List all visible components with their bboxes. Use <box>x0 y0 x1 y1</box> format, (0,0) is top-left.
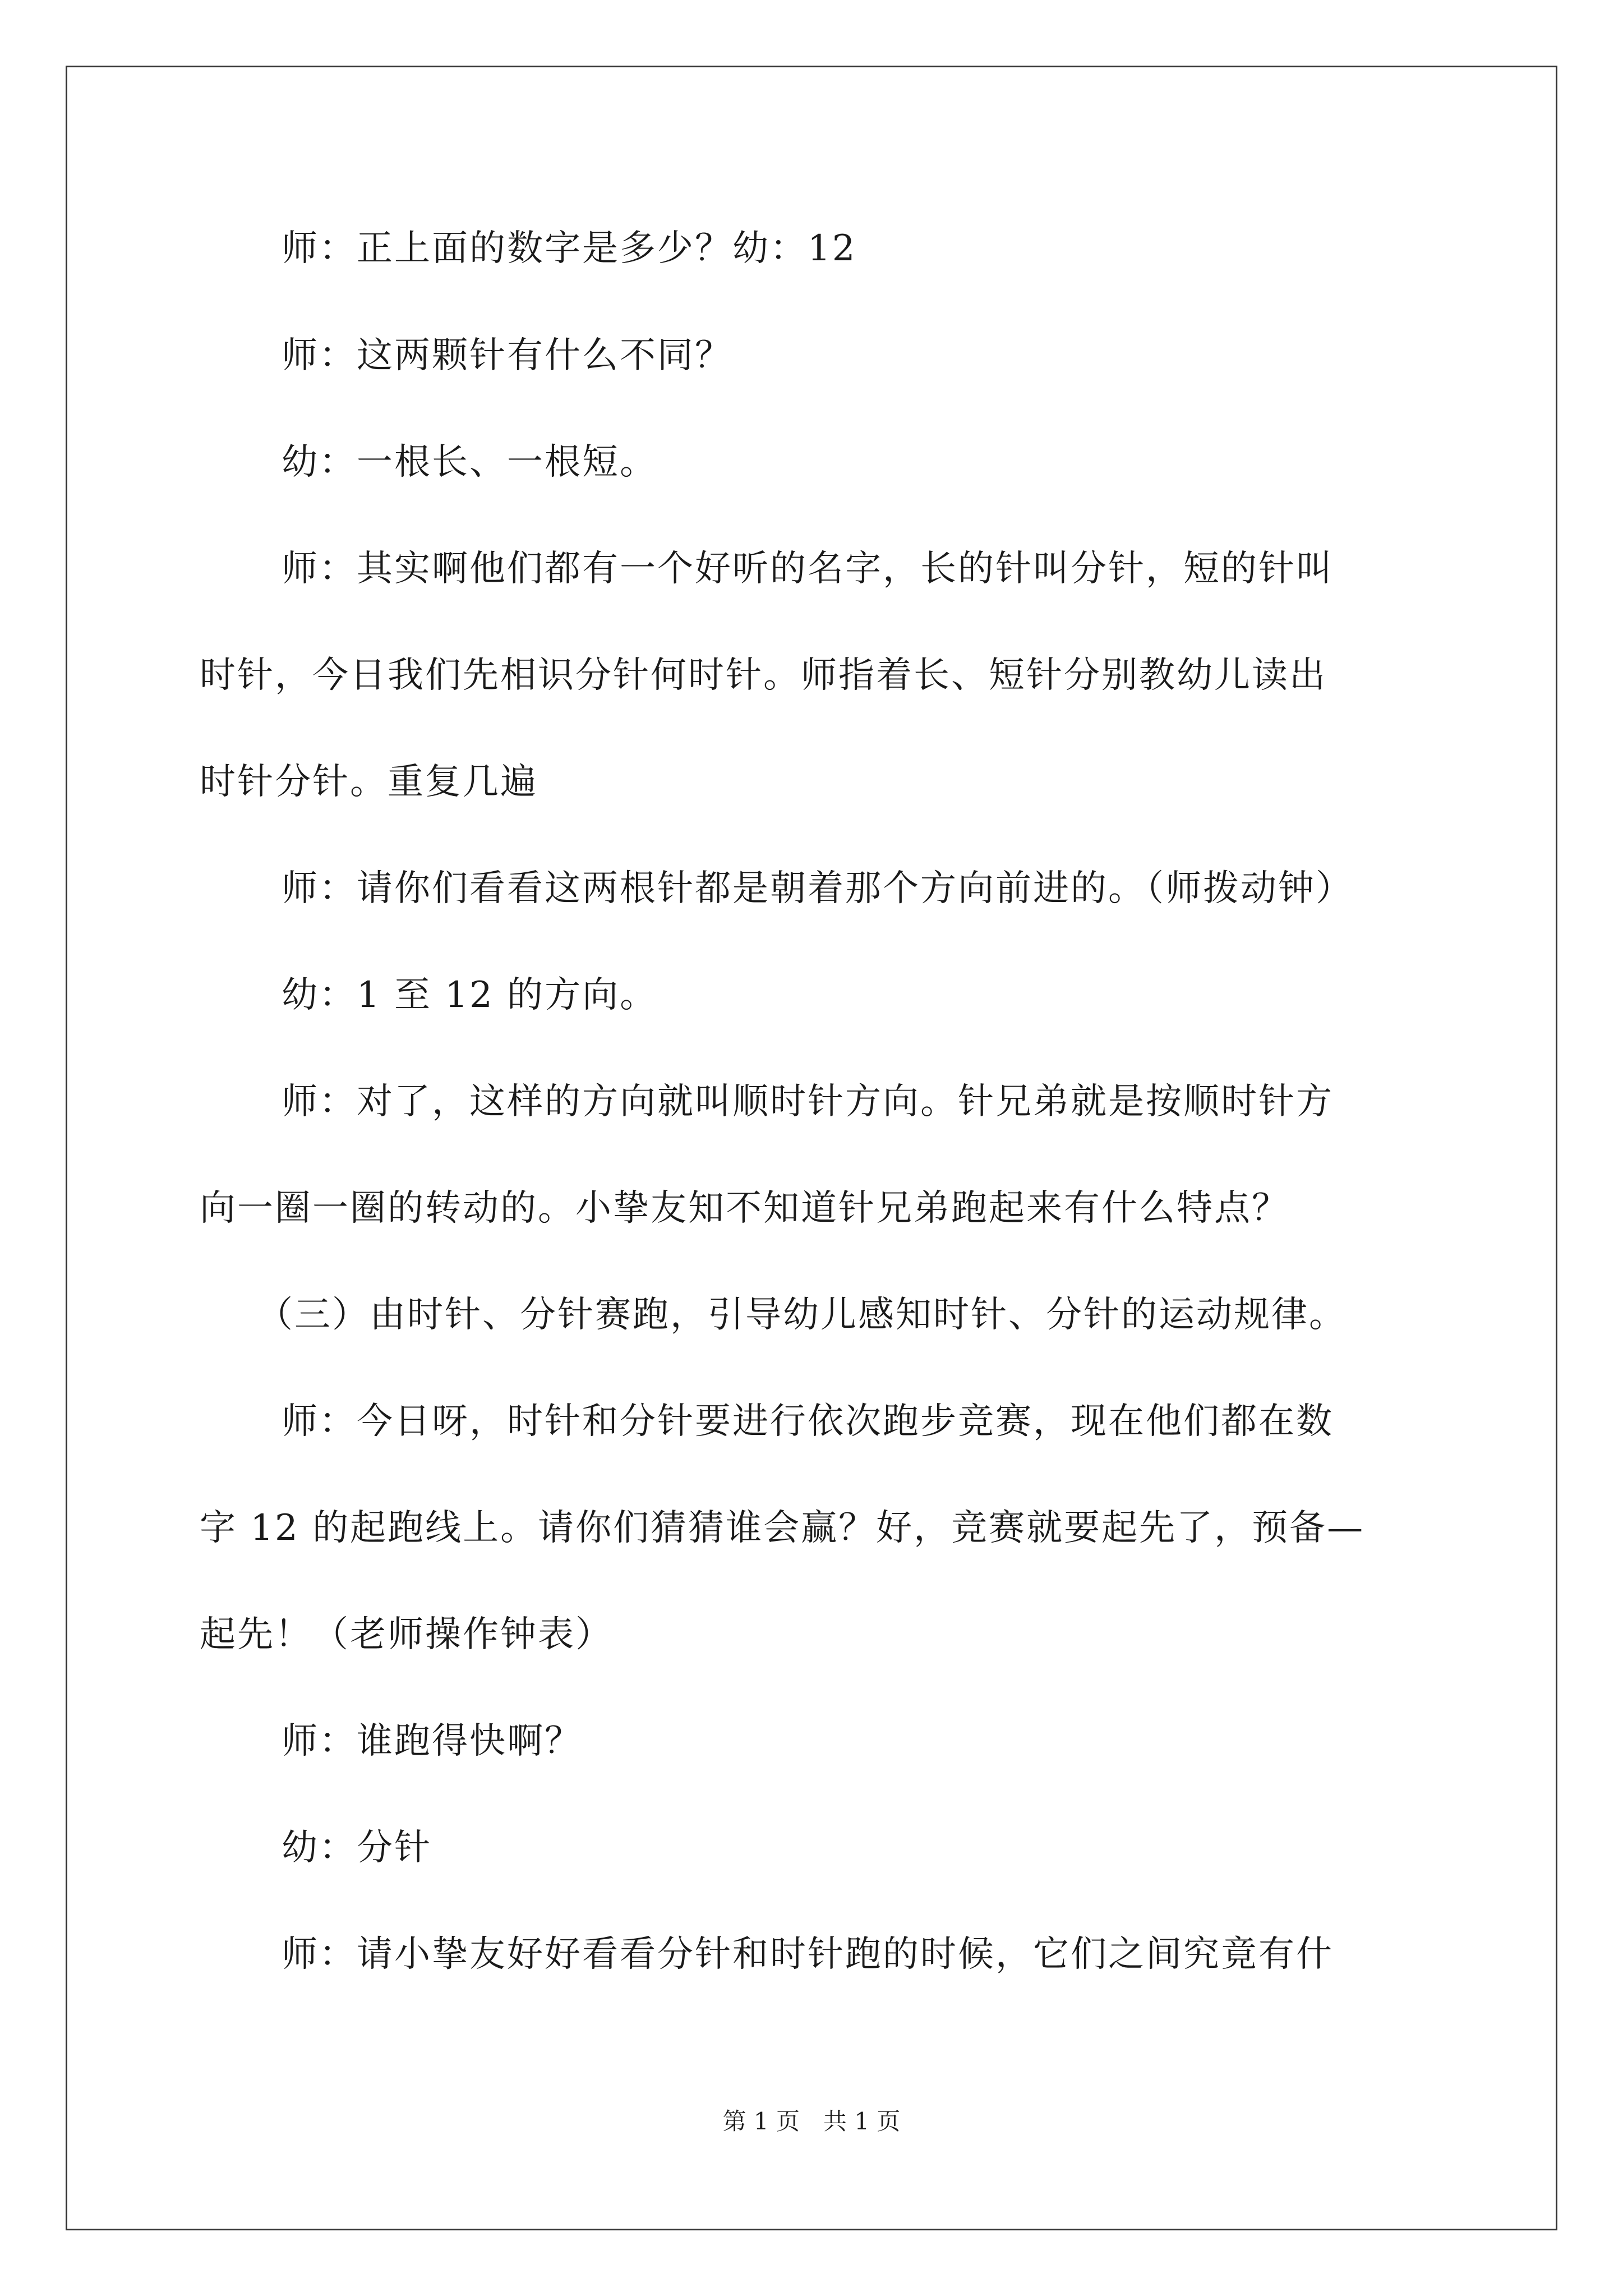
text-line: 师：正上面的数字是多少？幼：12 <box>282 228 857 269</box>
text-line: 师：谁跑得快啊？ <box>282 1720 582 1762</box>
text-line: 时针，今日我们先相识分针何时针。师指着长、短针分别教幼儿读出 <box>200 655 1327 696</box>
text-line: 师：这两颗针有什么不同？ <box>282 335 732 376</box>
text-line: 向一圈一圈的转动的。小挚友知不知道针兄弟跑起来有什么特点？ <box>200 1188 1289 1229</box>
text-line: 字 12 的起跑线上。请你们猜猜谁会赢？好，竞赛就要起先了，预备— <box>200 1507 1365 1549</box>
page-footer: 第 1 页 共 1 页 <box>722 2108 901 2135</box>
text-line: 师：今日呀，时针和分针要进行依次跑步竞赛，现在他们都在数 <box>282 1401 1334 1442</box>
text-line: 起先！（老师操作钟表） <box>200 1614 613 1655</box>
text-line: 时针分针。重复几遍 <box>200 761 538 803</box>
text-line: 师：请你们看看这两根针都是朝着那个方向前进的。（师拨动钟） <box>282 868 1353 909</box>
page-border <box>66 66 1557 2230</box>
text-line: 幼：分针 <box>282 1827 432 1869</box>
text-line: 师：请小挚友好好看看分针和时针跑的时候，它们之间究竟有什 <box>282 1934 1334 1975</box>
text-line: 幼：1 至 12 的方向。 <box>282 974 658 1016</box>
text-line: 师：其实啊他们都有一个好听的名字，长的针叫分针，短的针叫 <box>282 548 1334 590</box>
section-heading: （三）由时针、分针赛跑，引导幼儿感知时针、分针的运动规律。 <box>257 1294 1347 1336</box>
text-line: 幼：一根长、一根短。 <box>282 441 657 483</box>
text-line: 师：对了，这样的方向就叫顺时针方向。针兄弟就是按顺时针方 <box>282 1081 1334 1122</box>
